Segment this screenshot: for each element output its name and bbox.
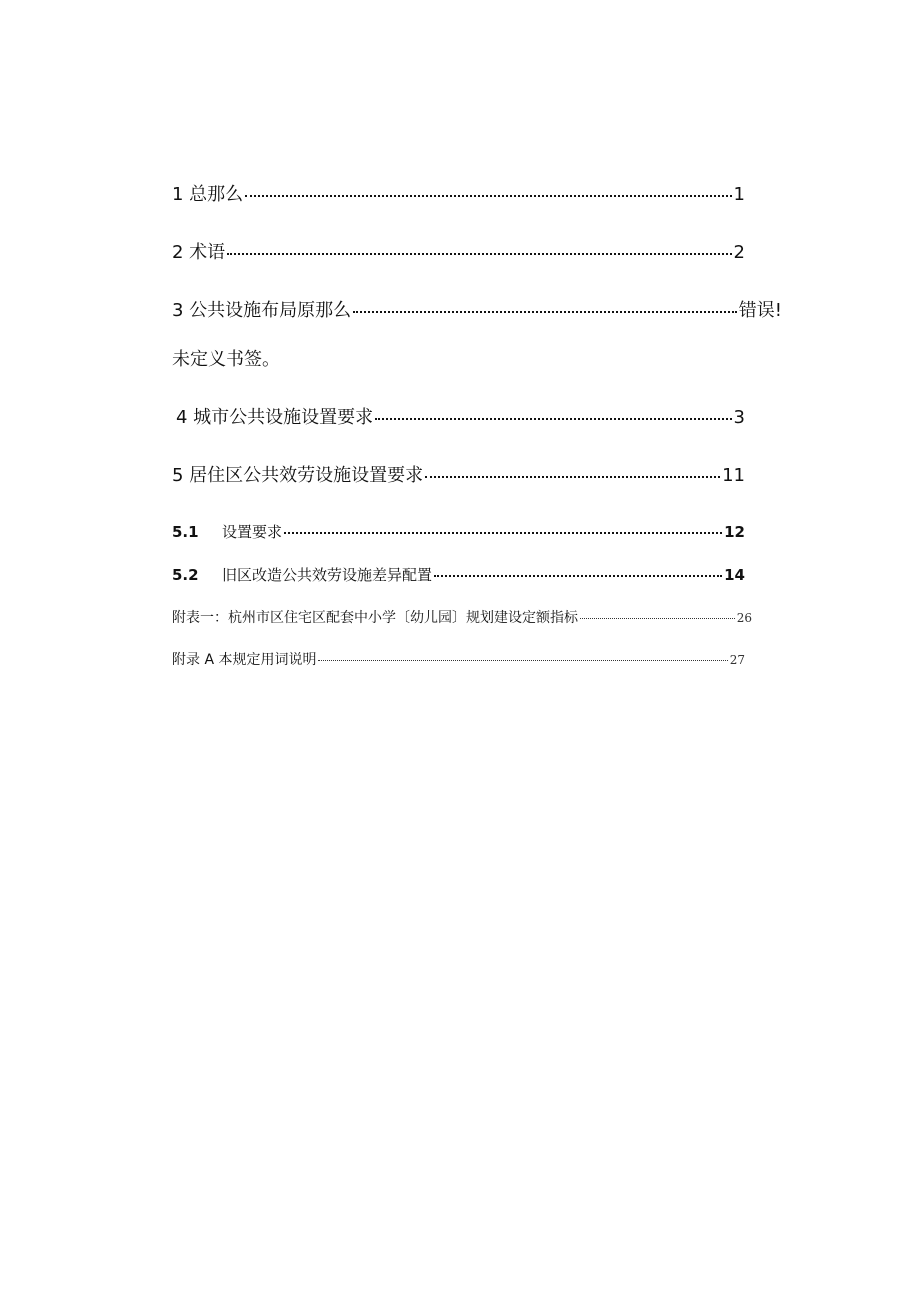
toc-subentry-5-1[interactable] bbox=[172, 520, 745, 544]
toc-entry-layout-principles[interactable] bbox=[172, 297, 782, 325]
toc-subentry-number: 5.1 bbox=[172, 523, 199, 541]
toc-entry-page: 11 bbox=[722, 465, 745, 486]
dot-leader bbox=[425, 476, 720, 478]
toc-appendix-table-1[interactable] bbox=[172, 607, 752, 629]
toc-subentry-number: 5.2 bbox=[172, 566, 199, 584]
dot-leader bbox=[353, 311, 737, 313]
toc-appendix-page: 27 bbox=[729, 653, 745, 667]
toc-appendix-page: 26 bbox=[736, 611, 752, 625]
dot-leader bbox=[227, 253, 731, 255]
toc-entry-residential-facilities[interactable] bbox=[172, 462, 745, 490]
toc-appendix-title: 附录 A 本规定用词说明 bbox=[172, 652, 317, 668]
toc-entry-title: 4 城市公共设施设置要求 bbox=[176, 407, 374, 428]
dot-leader bbox=[284, 532, 722, 534]
toc-entry-page: 3 bbox=[733, 407, 745, 428]
toc-appendix-title: 附表一：杭州市区住宅区配套中小学〔幼儿园〕规划建设定额指标 bbox=[172, 610, 578, 626]
toc-subentry-page: 12 bbox=[724, 523, 745, 541]
toc-subentry-title: 设置要求 bbox=[222, 523, 283, 541]
toc-error-continuation: 未定义书签。 bbox=[172, 349, 280, 370]
dot-leader bbox=[580, 618, 735, 619]
toc-entry-title: 5 居住区公共效劳设施设置要求 bbox=[172, 465, 424, 486]
dot-leader bbox=[375, 418, 731, 420]
toc-entry-page: 错误! bbox=[738, 300, 782, 321]
toc-entry-city-facilities[interactable] bbox=[176, 404, 745, 432]
toc-entry-page: 2 bbox=[733, 242, 745, 263]
toc-entry-title: 3 公共设施布局原那么 bbox=[172, 300, 352, 321]
toc-appendix-a[interactable] bbox=[172, 649, 745, 671]
toc-entry-title: 1 总那么 bbox=[172, 184, 244, 205]
toc-entry-title: 2 术语 bbox=[172, 242, 226, 263]
toc-subentry-title: 旧区改造公共效劳设施差异配置 bbox=[222, 566, 433, 584]
toc-entry-page: 1 bbox=[733, 184, 745, 205]
dot-leader bbox=[434, 575, 722, 577]
dot-leader bbox=[318, 660, 727, 661]
toc-entry-terms[interactable] bbox=[172, 239, 745, 267]
toc-subentry-5-2[interactable] bbox=[172, 563, 745, 587]
dot-leader bbox=[245, 195, 731, 197]
toc-entry-general[interactable] bbox=[172, 181, 745, 209]
toc-subentry-page: 14 bbox=[724, 566, 745, 584]
